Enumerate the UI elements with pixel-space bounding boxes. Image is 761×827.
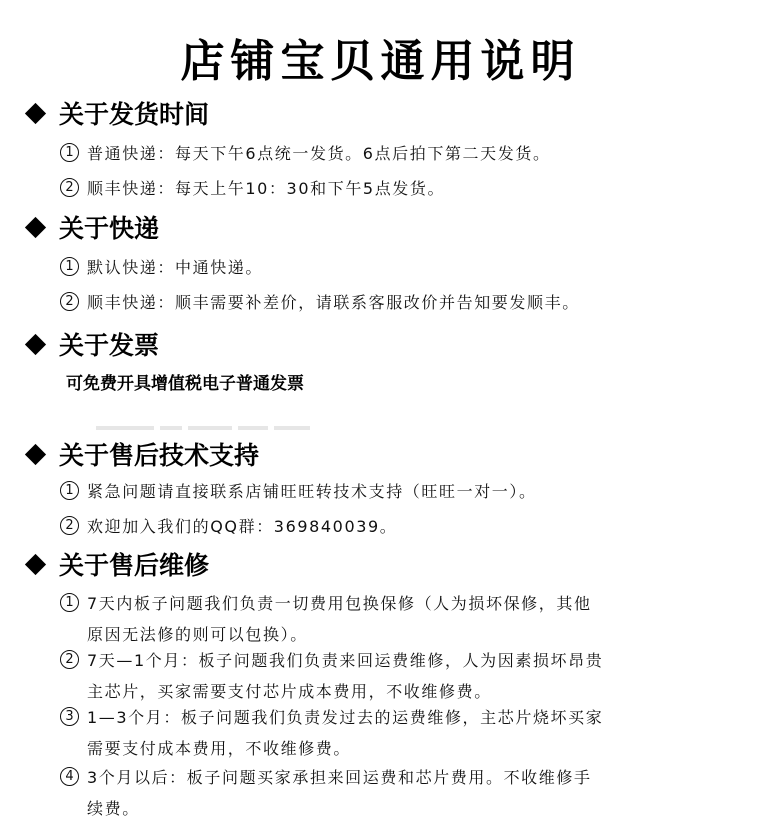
list-item-text: 1—3个月：板子问题我们负责发过去的运费维修，主芯片烧坏买家 [87,707,604,727]
list-item-continuation: 主芯片，买家需要支付芯片成本费用，不收维修费。 [87,681,492,701]
list-item-text: 顺丰快递：每天上午10：30和下午5点发货。 [87,178,446,198]
section-heading-shipping-time [22,96,209,130]
section-heading-label: 关于发货时间 [59,100,210,129]
list-item-text: 欢迎加入我们的QQ群：369840039。 [87,516,398,536]
list-item-text: 紧急问题请直接联系店铺旺旺转技术支持（旺旺一对一）。 [87,481,537,501]
list-item-text: 默认快递：中通快递。 [87,257,264,277]
circled-number-icon: 3 [60,707,79,726]
list-item [60,512,397,538]
invoice-text: 可免费开具增值税电子普通发票 [66,373,304,394]
diamond-bullet-icon [25,443,46,464]
circled-number-icon: 1 [60,593,79,612]
list-item [60,139,551,165]
section-heading-invoice [22,327,159,361]
section-heading-label: 关于售后维修 [59,551,210,580]
list-item-continuation: 需要支付成本费用，不收维修费。 [87,738,352,758]
section-heading-label: 关于发票 [59,331,160,360]
circled-number-icon: 1 [60,143,79,162]
list-item [60,477,537,503]
list-item [60,646,603,672]
diamond-bullet-icon [25,553,46,574]
diamond-bullet-icon [25,333,46,354]
list-item-text: 7天—1个月：板子问题我们负责来回运费维修，人为因素损坏昂贵 [87,650,604,670]
page-title: 店铺宝贝通用说明 [180,36,581,87]
list-item [60,703,603,729]
section-heading-repair [22,547,209,581]
list-item [60,763,592,789]
list-item-text: 7天内板子问题我们负责一切费用包换保修（人为损坏保修，其他 [87,593,592,613]
list-item-continuation: 原因无法修的则可以包换）。 [87,624,308,644]
diamond-bullet-icon [25,102,46,123]
circled-number-icon: 2 [60,292,79,311]
list-item [60,174,445,200]
list-item-text: 顺丰快递：顺丰需要补差价，请联系客服改价并告知要发顺丰。 [87,292,580,312]
list-item [60,253,263,279]
list-item-text: 3个月以后：板子问题买家承担来回运费和芯片费用。不收维修手 [87,767,592,787]
list-item-text: 普通快递：每天下午6点统一发货。6点后拍下第二天发货。 [87,143,551,163]
circled-number-icon: 1 [60,481,79,500]
circled-number-icon: 4 [60,767,79,786]
list-item [60,288,580,314]
diamond-bullet-icon [25,216,46,237]
section-heading-label: 关于售后技术支持 [59,441,260,470]
section-heading-courier [22,210,159,244]
circled-number-icon: 2 [60,178,79,197]
faint-background-text [96,417,326,427]
circled-number-icon: 2 [60,650,79,669]
circled-number-icon: 2 [60,516,79,535]
section-heading-tech-support [22,437,259,471]
section-heading-label: 关于快递 [59,214,160,243]
circled-number-icon: 1 [60,257,79,276]
list-item [60,589,592,615]
list-item-continuation: 续费。 [87,798,140,818]
